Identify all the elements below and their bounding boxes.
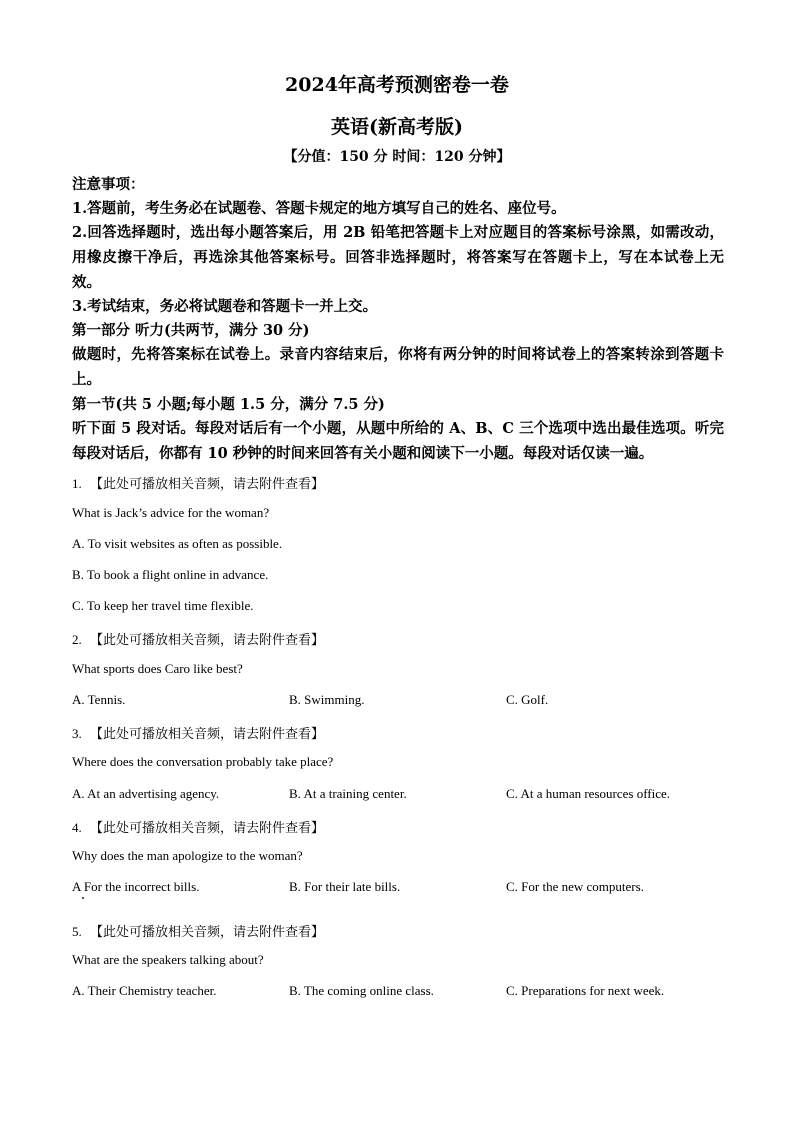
exam-title: 2024年高考预测密卷一卷: [285, 74, 509, 96]
notice-heading: 注意事项：: [72, 176, 145, 193]
section1-heading: 第一节(共 5 小题;每小题 1.5 分，满分 7.5 分): [72, 396, 385, 413]
question-1-option-b: B. To book a flight online in advance.: [72, 567, 269, 582]
question-2-option-a: A. Tennis.: [72, 692, 126, 707]
question-2-option-b: B. Swimming.: [289, 692, 365, 707]
stray-dot: [82, 897, 84, 899]
question-2-text: What sports does Caro like best?: [72, 661, 243, 676]
question-number: 1.: [72, 476, 82, 491]
question-5-option-b: B. The coming online class.: [289, 983, 434, 998]
question-4-option-a: A For the incorrect bills.: [72, 879, 200, 894]
question-4-audio-note: [72, 817, 324, 836]
question-1-option-a: A. To visit websites as often as possible.: [72, 536, 283, 551]
question-1-option-c: C. To keep her travel time flexible.: [72, 598, 254, 613]
question-3-option-c: C. At a human resources office.: [506, 786, 671, 801]
question-5-audio-note: [72, 921, 324, 940]
question-4-text: Why does the man apologize to the woman?: [72, 848, 303, 863]
score-time: 【分值：150 分 时间：120 分钟】: [283, 149, 511, 165]
question-5-option-a: A. Their Chemistry teacher.: [72, 983, 217, 998]
part1-heading: 第一部分 听力(共两节，满分 30 分): [72, 322, 310, 339]
exam-subtitle: 英语(新高考版): [331, 116, 463, 138]
audio-note: 【此处可播放相关音频，请去附件查看】: [90, 633, 325, 648]
question-3-option-b: B. At a training center.: [289, 786, 407, 801]
question-4-option-b: B. For their late bills.: [289, 879, 401, 894]
question-number: 3.: [72, 726, 82, 741]
part1-instruction: 做题时，先将答案标在试卷上。录音内容结束后，你将有两分钟的时间将试卷上的答案转涂到答题卡上。: [72, 346, 724, 388]
section1-instruction: 听下面 5 段对话。每段对话后有一个小题，从题中所给的 A、B、C 三个选项中选出最佳选项。听完每段对话后，你都有 10 秒钟的时间来回答有关小题和阅读下一小题。每段对话仅读一遍。: [72, 420, 724, 462]
question-3-option-a: A. At an advertising agency.: [72, 786, 220, 801]
notice-item-1: 1.答题前，考生务必在试题卷、答题卡规定的地方填写自己的姓名、座位号。: [72, 200, 566, 217]
question-1-audio-note: [72, 473, 324, 492]
audio-note: 【此处可播放相关音频，请去附件查看】: [90, 477, 325, 492]
question-2-option-c: C. Golf.: [506, 692, 549, 707]
notice-item-2: 2.回答选择题时，选出每小题答案后，用 2B 铅笔把答题卡上对应题目的答案标号涂黑，如需改动，用橡皮擦干净后，再选涂其他答案标号。回答非选择题时，将答案写在答题卡上，写在本试卷上无效。: [72, 224, 724, 291]
notice-item-3: 3.考试结束，务必将试题卷和答题卡一并上交。: [72, 298, 378, 315]
question-number: 5.: [72, 924, 82, 939]
audio-note: 【此处可播放相关音频，请去附件查看】: [90, 727, 325, 742]
question-5-text: What are the speakers talking about?: [72, 952, 264, 967]
audio-note: 【此处可播放相关音频，请去附件查看】: [90, 925, 325, 940]
question-4-option-c: C. For the new computers.: [506, 879, 644, 894]
question-number: 2.: [72, 632, 82, 647]
question-5-option-c: C. Preparations for next week.: [506, 983, 665, 998]
question-1-text: What is Jack’s advice for the woman?: [72, 505, 270, 520]
audio-note: 【此处可播放相关音频，请去附件查看】: [90, 821, 325, 836]
question-3-audio-note: [72, 723, 324, 742]
question-3-text: Where does the conversation probably take place?: [72, 754, 334, 769]
question-number: 4.: [72, 820, 82, 835]
question-2-audio-note: [72, 629, 324, 648]
